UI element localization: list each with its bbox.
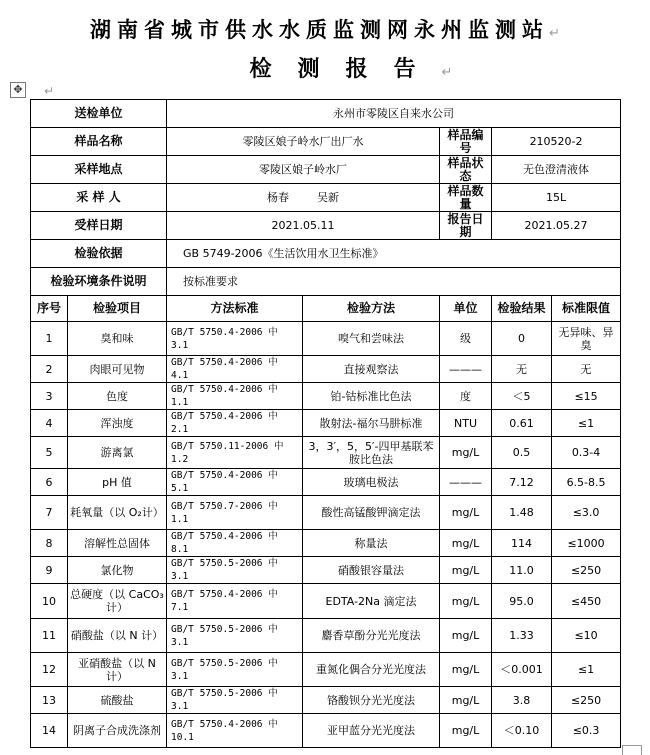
- row-limit: ≤3.0: [552, 496, 621, 530]
- paragraph-mark: ↵: [44, 84, 55, 98]
- table-row: [31, 410, 621, 437]
- row-no: 2: [31, 356, 68, 383]
- table-row: [31, 714, 621, 748]
- row-item: 阴离子合成洗涤剂: [68, 714, 167, 748]
- row-no: 11: [31, 619, 68, 653]
- row-result: 3.8: [492, 687, 552, 714]
- results-table-body: [31, 322, 621, 748]
- row-limit: ≤10: [552, 619, 621, 653]
- row-standard: GB/T 5750.5-2006 中 3.1: [167, 619, 303, 653]
- row-no: 10: [31, 584, 68, 619]
- row-item: 臭和味: [68, 322, 167, 356]
- row-standard: GB/T 5750.5-2006 中 3.1: [167, 653, 303, 687]
- sample-no-value: 210520-2: [492, 128, 621, 156]
- header-unit: 单位: [440, 296, 492, 322]
- header-result: 检验结果: [492, 296, 552, 322]
- row-no: 4: [31, 410, 68, 437]
- row-result: 11.0: [492, 557, 552, 584]
- row-unit: 级: [440, 322, 492, 356]
- row-standard: GB/T 5750.4-2006 中 1.1: [167, 383, 303, 410]
- row-standard: GB/T 5750.4-2006 中 7.1: [167, 584, 303, 619]
- row-no: 8: [31, 530, 68, 557]
- row-item: 亚硝酸盐（以 N 计）: [68, 653, 167, 687]
- row-standard: GB/T 5750.5-2006 中 3.1: [167, 557, 303, 584]
- row-unit: mg/L: [440, 496, 492, 530]
- row-standard: GB/T 5750.7-2006 中 1.1: [167, 496, 303, 530]
- row-unit: mg/L: [440, 714, 492, 748]
- row-no: 13: [31, 687, 68, 714]
- row-unit: mg/L: [440, 584, 492, 619]
- row-result: 7.12: [492, 469, 552, 496]
- row-unit: mg/L: [440, 557, 492, 584]
- location-value: 零陵区娘子岭水厂: [167, 156, 440, 184]
- sampler-label: 采 样 人: [31, 184, 167, 212]
- sender-value: 永州市零陵区自来水公司: [167, 100, 621, 128]
- row-item: 色度: [68, 383, 167, 410]
- row-unit: mg/L: [440, 619, 492, 653]
- row-standard: GB/T 5750.4-2006 中 2.1: [167, 410, 303, 437]
- row-no: 14: [31, 714, 68, 748]
- row-method: 嗅气和尝味法: [303, 322, 440, 356]
- row-limit: 6.5-8.5: [552, 469, 621, 496]
- row-no: 9: [31, 557, 68, 584]
- row-result: 1.33: [492, 619, 552, 653]
- row-method: 重氮化偶合分光光度法: [303, 653, 440, 687]
- quantity-value: 15L: [492, 184, 621, 212]
- table-row: [31, 469, 621, 496]
- row-result: ＜5: [492, 383, 552, 410]
- row-result: 114: [492, 530, 552, 557]
- row-standard: GB/T 5750.4-2006 中 4.1: [167, 356, 303, 383]
- row-method: EDTA-2Na 滴定法: [303, 584, 440, 619]
- row-limit: ≤1: [552, 410, 621, 437]
- row-method: 称量法: [303, 530, 440, 557]
- table-row: [31, 687, 621, 714]
- table-row: [31, 584, 621, 619]
- row-result: 无: [492, 356, 552, 383]
- row-unit: mg/L: [440, 687, 492, 714]
- state-label: 样品状态: [440, 156, 492, 184]
- report-table: [30, 99, 621, 748]
- report-title: 湖南省城市供水水质监测网永州监测站↵: [90, 18, 560, 42]
- header-item: 检验项目: [68, 296, 167, 322]
- sender-label: 送检单位: [31, 100, 167, 128]
- row-item: 硫酸盐: [68, 687, 167, 714]
- row-unit: mg/L: [440, 530, 492, 557]
- location-label: 采样地点: [31, 156, 167, 184]
- environment-label: 检验环境条件说明: [31, 268, 167, 296]
- basis-label: 检验依据: [31, 240, 167, 268]
- row-method: 酸性高锰酸钾滴定法: [303, 496, 440, 530]
- table-row: [31, 437, 621, 469]
- sample-name-value: 零陵区娘子岭水厂出厂水: [167, 128, 440, 156]
- row-method: 直接观察法: [303, 356, 440, 383]
- row-limit: 无: [552, 356, 621, 383]
- table-row: [31, 383, 621, 410]
- row-limit: ≤15: [552, 383, 621, 410]
- row-limit: 0.3-4: [552, 437, 621, 469]
- row-limit: ≤1: [552, 653, 621, 687]
- table-row: [31, 653, 621, 687]
- row-standard: GB/T 5750.4-2006 中 3.1: [167, 322, 303, 356]
- table-row: [31, 322, 621, 356]
- row-no: 6: [31, 469, 68, 496]
- row-standard: GB/T 5750.4-2006 中 8.1: [167, 530, 303, 557]
- header-limit: 标准限值: [552, 296, 621, 322]
- row-result: ＜0.10: [492, 714, 552, 748]
- row-standard: GB/T 5750.11-2006 中 1.2: [167, 437, 303, 469]
- table-row: [31, 496, 621, 530]
- row-item: 游离氯: [68, 437, 167, 469]
- row-item: 肉眼可见物: [68, 356, 167, 383]
- row-limit: ≤1000: [552, 530, 621, 557]
- header-no: 序号: [31, 296, 68, 322]
- row-limit: 无异味、异臭: [552, 322, 621, 356]
- row-method: 麝香草酚分光光度法: [303, 619, 440, 653]
- sample-name-label: 样品名称: [31, 128, 167, 156]
- report-subtitle: 检测报告↵: [249, 57, 453, 82]
- row-item: 总硬度（以 CaCO₃计）: [68, 584, 167, 619]
- row-item: 氯化物: [68, 557, 167, 584]
- row-method: 铬酸钡分光光度法: [303, 687, 440, 714]
- row-item: pH 值: [68, 469, 167, 496]
- row-no: 7: [31, 496, 68, 530]
- row-unit: mg/L: [440, 653, 492, 687]
- table-row: [31, 530, 621, 557]
- row-limit: ≤450: [552, 584, 621, 619]
- row-unit: ———: [440, 469, 492, 496]
- row-item: 浑浊度: [68, 410, 167, 437]
- row-standard: GB/T 5750.4-2006 中 10.1: [167, 714, 303, 748]
- row-no: 1: [31, 322, 68, 356]
- row-result: ＜0.001: [492, 653, 552, 687]
- row-item: 溶解性总固体: [68, 530, 167, 557]
- row-standard: GB/T 5750.4-2006 中 5.1: [167, 469, 303, 496]
- basis-value: GB 5749-2006《生活饮用水卫生标准》: [167, 240, 621, 268]
- row-unit: NTU: [440, 410, 492, 437]
- received-date-value: 2021.05.11: [167, 212, 440, 240]
- row-unit: 度: [440, 383, 492, 410]
- header-method: 检验方法: [303, 296, 440, 322]
- row-no: 3: [31, 383, 68, 410]
- table-row: [31, 619, 621, 653]
- table-move-handle-icon[interactable]: ✥: [10, 82, 26, 98]
- received-date-label: 受样日期: [31, 212, 167, 240]
- sampler-value: 杨春 吴新: [167, 184, 440, 212]
- row-unit: mg/L: [440, 437, 492, 469]
- row-method: 亚甲蓝分光光度法: [303, 714, 440, 748]
- quantity-label: 样品数量: [440, 184, 492, 212]
- table-row: [31, 557, 621, 584]
- row-method: 铂-钴标准比色法: [303, 383, 440, 410]
- row-limit: ≤250: [552, 557, 621, 584]
- row-result: 95.0: [492, 584, 552, 619]
- row-item: 硝酸盐（以 N 计）: [68, 619, 167, 653]
- row-limit: ≤250: [552, 687, 621, 714]
- row-result: 1.48: [492, 496, 552, 530]
- header-standard: 方法标准: [167, 296, 303, 322]
- row-result: 0.5: [492, 437, 552, 469]
- row-result: 0.61: [492, 410, 552, 437]
- report-date-label: 报告日期: [440, 212, 492, 240]
- row-method: 3，3′，5，5′-四甲基联苯胺比色法: [303, 437, 440, 469]
- environment-value: 按标准要求: [167, 268, 621, 296]
- row-limit: ≤0.3: [552, 714, 621, 748]
- row-method: 硝酸银容量法: [303, 557, 440, 584]
- sample-no-label: 样品编号: [440, 128, 492, 156]
- row-no: 5: [31, 437, 68, 469]
- row-unit: ———: [440, 356, 492, 383]
- report-date-value: 2021.05.27: [492, 212, 621, 240]
- row-standard: GB/T 5750.5-2006 中 3.1: [167, 687, 303, 714]
- row-item: 耗氧量（以 O₂计）: [68, 496, 167, 530]
- row-method: 散射法-福尔马肼标准: [303, 410, 440, 437]
- row-result: 0: [492, 322, 552, 356]
- state-value: 无色澄清液体: [492, 156, 621, 184]
- table-row: [31, 356, 621, 383]
- row-no: 12: [31, 653, 68, 687]
- row-method: 玻璃电极法: [303, 469, 440, 496]
